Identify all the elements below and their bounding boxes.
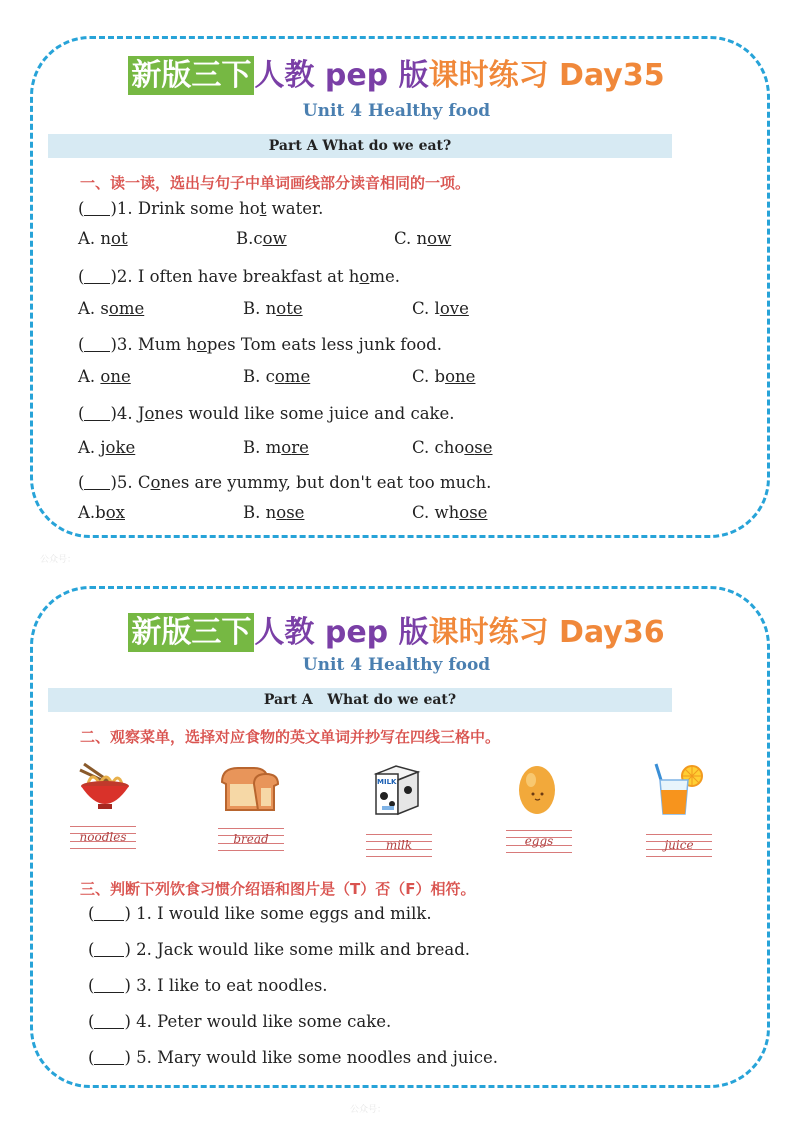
question-paren: ( <box>78 335 85 354</box>
option-c <box>412 299 469 318</box>
section-heading-menu: 二、观察菜单，选择对应食物的英文单词并抄写在四线三格中。 <box>80 728 501 746</box>
option-text: se <box>469 503 488 522</box>
option-b <box>243 503 304 522</box>
tf-answer-blank[interactable] <box>94 1013 124 1029</box>
bread-icon <box>214 760 284 816</box>
part-header: Part A What do we eat? <box>48 134 672 158</box>
option-text: A. <box>78 367 101 386</box>
option-text: A. n <box>78 229 112 248</box>
option-text: x <box>115 503 125 522</box>
underlined-letter: o <box>144 404 155 423</box>
option-text: t <box>120 229 128 248</box>
option-text: ke <box>115 438 136 457</box>
option-text: se <box>474 438 493 457</box>
option-text: A. s <box>78 299 109 318</box>
tf-answer-blank[interactable] <box>94 941 124 957</box>
worksheet-title-day35 <box>0 50 793 94</box>
tf-item <box>88 940 470 959</box>
option-text: B. n <box>243 299 277 318</box>
option-b <box>236 229 287 248</box>
tf-number: 1. <box>136 904 152 923</box>
underlined-letter: o <box>439 299 450 318</box>
underlined-letter: o <box>100 367 111 386</box>
tf-item <box>88 1048 498 1067</box>
option-text: B.c <box>236 229 263 248</box>
option-a <box>78 229 128 248</box>
option-text: B. n <box>243 503 277 522</box>
option-c <box>394 229 451 248</box>
option-text: B. c <box>243 367 275 386</box>
underlined-letter: o <box>359 267 370 286</box>
underlined-letter: o <box>445 367 456 386</box>
food-word: milk <box>385 838 413 852</box>
option-text: re <box>291 438 309 457</box>
option-text: C. l <box>412 299 440 318</box>
option-text: w <box>272 229 287 248</box>
option-b <box>243 367 310 386</box>
title-part-a: 新版三下 <box>128 613 254 652</box>
juice-icon <box>640 760 710 816</box>
tf-number: 3. <box>136 976 152 995</box>
underlined-letter: o <box>276 299 287 318</box>
option-text: ve <box>449 299 469 318</box>
underlined-letter: o <box>427 229 438 248</box>
question-text: )4. J <box>110 404 145 423</box>
question-line <box>78 267 400 286</box>
paren: ( <box>88 1048 95 1067</box>
option-text: me <box>118 299 145 318</box>
tf-statement: Mary would like some noodles and juice. <box>157 1048 499 1067</box>
noodles-icon <box>70 760 140 816</box>
food-word: noodles <box>79 830 127 844</box>
option-b <box>243 438 309 457</box>
section-heading: 一、读一读，选出与句子中单词画线部分读音相同的一项。 <box>80 174 471 192</box>
answer-blank[interactable] <box>84 268 110 284</box>
part-header: Part A What do we eat? <box>48 688 672 712</box>
question-text: )5. C <box>110 473 151 492</box>
option-text: C. n <box>394 229 428 248</box>
food-word: juice <box>664 838 694 852</box>
milk-box-label: MILK <box>377 778 397 786</box>
underlined-letter: t <box>259 199 267 218</box>
question-line <box>78 199 323 218</box>
writing-lines <box>218 828 284 852</box>
title-part-a: 新版三下 <box>128 56 254 95</box>
tf-answer-blank[interactable] <box>94 1049 124 1065</box>
unit-subtitle: Unit 4 Healthy food <box>302 101 491 121</box>
option-text: ne <box>455 367 476 386</box>
underlined-letter: o <box>274 367 285 386</box>
option-text: C. wh <box>412 503 460 522</box>
answer-blank[interactable] <box>84 474 110 490</box>
underlined-letter: o <box>281 438 292 457</box>
writing-lines <box>646 834 712 858</box>
underlined-letter: o <box>150 473 161 492</box>
option-text: se <box>286 503 305 522</box>
option-a <box>78 438 135 457</box>
tf-number: 5. <box>136 1048 152 1067</box>
watermark: 公众号： <box>40 555 77 565</box>
option-c <box>412 503 487 522</box>
section-heading-tf: 三、判断下列饮食习惯介绍语和图片是（T）否（F）相符。 <box>80 880 476 898</box>
option-c <box>412 367 475 386</box>
paren: ( <box>88 976 95 995</box>
option-text: w <box>437 229 452 248</box>
tf-statement: I would like some eggs and milk. <box>157 904 432 923</box>
option-text: C. cho <box>412 438 465 457</box>
option-text: B. m <box>243 438 282 457</box>
paren: ) <box>124 904 137 923</box>
underlined-letter: o <box>111 229 121 248</box>
paren: ) <box>124 1048 137 1067</box>
tf-answer-blank[interactable] <box>94 905 124 921</box>
tf-statement: I like to eat noodles. <box>157 976 328 995</box>
underlined-letter: o <box>459 503 470 522</box>
paren: ) <box>124 940 137 959</box>
underlined-letter: o <box>105 503 116 522</box>
question-text: )1. Drink some ho <box>110 199 260 218</box>
question-text: water. <box>266 199 324 218</box>
question-paren: ( <box>78 404 85 423</box>
question-line <box>78 404 455 423</box>
underlined-letter: o <box>108 299 119 318</box>
option-a <box>78 503 125 522</box>
underlined-letter: o <box>196 335 207 354</box>
unit-subtitle: Unit 4 Healthy food <box>302 655 491 675</box>
option-text: A. j <box>78 438 106 457</box>
tf-statement: Peter would like some cake. <box>157 1012 392 1031</box>
egg-icon <box>502 760 572 816</box>
paren: ) <box>124 1012 137 1031</box>
question-line <box>78 473 491 492</box>
underlined-letter: o <box>262 229 273 248</box>
option-text: te <box>286 299 303 318</box>
paren: ( <box>88 904 95 923</box>
milk-icon <box>362 760 432 816</box>
option-text: C. b <box>412 367 446 386</box>
tf-item <box>88 904 432 923</box>
title-part-c: 课时练习 Day36 <box>428 615 665 650</box>
writing-lines <box>506 830 572 854</box>
option-text: me <box>284 367 311 386</box>
worksheet-title-day36 <box>0 607 793 651</box>
title-part-b: 人教 pep 版 <box>254 58 429 93</box>
paren: ( <box>88 1012 95 1031</box>
answer-blank[interactable] <box>84 336 110 352</box>
option-a <box>78 367 131 386</box>
question-line <box>78 335 442 354</box>
option-text: ne <box>110 367 131 386</box>
writing-lines <box>366 834 432 858</box>
question-text: )3. Mum h <box>110 335 197 354</box>
watermark: 公众号： <box>350 1105 387 1115</box>
answer-blank[interactable] <box>84 405 110 421</box>
question-paren: ( <box>78 199 85 218</box>
question-paren: ( <box>78 473 85 492</box>
tf-statement: Jack would like some milk and bread. <box>157 940 471 959</box>
food-word: eggs <box>524 834 554 848</box>
underlined-letter: o <box>464 438 475 457</box>
writing-lines <box>70 826 136 850</box>
food-word: bread <box>233 832 269 846</box>
question-text: nes are yummy, but don't eat too much. <box>160 473 492 492</box>
tf-item <box>88 1012 391 1031</box>
paren: ( <box>88 940 95 959</box>
underlined-letter: o <box>105 438 116 457</box>
question-paren: ( <box>78 267 85 286</box>
question-text: pes Tom eats less junk food. <box>206 335 442 354</box>
option-a <box>78 299 144 318</box>
answer-blank[interactable] <box>84 200 110 216</box>
underlined-letter: o <box>276 503 287 522</box>
title-part-b: 人教 pep 版 <box>254 615 429 650</box>
option-c <box>412 438 493 457</box>
question-text: me. <box>369 267 400 286</box>
option-text: A.b <box>78 503 106 522</box>
tf-number: 4. <box>136 1012 152 1031</box>
tf-answer-blank[interactable] <box>94 977 124 993</box>
tf-item <box>88 976 328 995</box>
paren: ) <box>124 976 137 995</box>
option-b <box>243 299 303 318</box>
question-text: nes would like some juice and cake. <box>154 404 455 423</box>
title-part-c: 课时练习 Day35 <box>428 58 665 93</box>
question-text: )2. I often have breakfast at h <box>110 267 360 286</box>
tf-number: 2. <box>136 940 152 959</box>
